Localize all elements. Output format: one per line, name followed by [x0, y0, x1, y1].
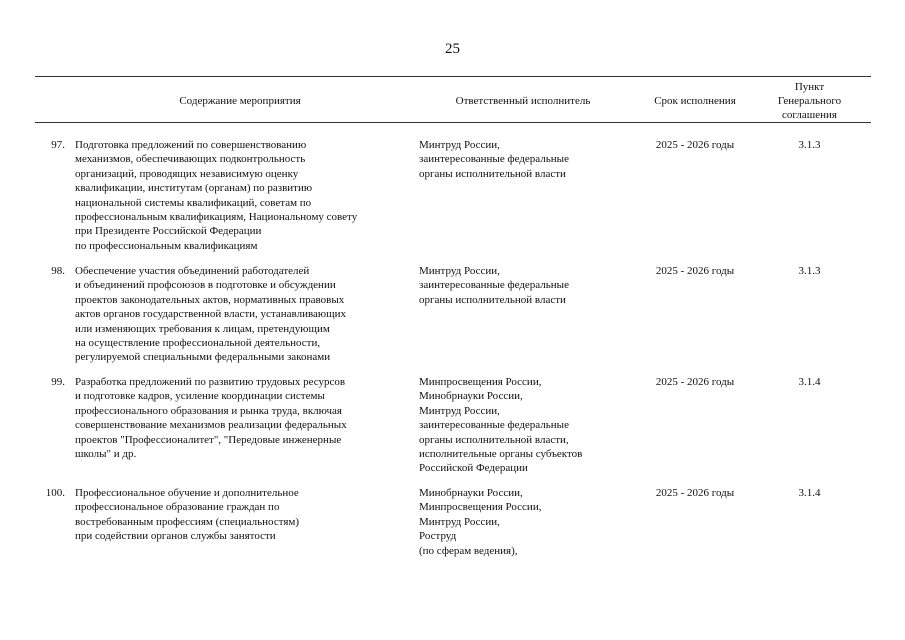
row-clause: 3.1.4 — [798, 376, 821, 388]
description-line: Профессиональное обучение и дополнительное — [75, 487, 299, 499]
description-line: школы" и др. — [75, 448, 137, 461]
description-line: Разработка предложений по развитию трудовых ресурсов — [75, 376, 346, 388]
row-number: 98. — [51, 265, 65, 277]
table-header-top-rule — [35, 76, 871, 77]
row-clause: 3.1.4 — [798, 487, 821, 499]
description-line: проектов "Профессионалитет", "Передовые инженерные — [75, 433, 342, 446]
row-number: 100. — [45, 487, 65, 499]
column-header-clause-line: соглашения — [782, 109, 837, 121]
description-line: регулируемой специальными федеральными законами — [75, 351, 331, 364]
description-line: механизмов, обеспечивающих подконтрольность — [75, 153, 306, 166]
row-deadline: 2025 - 2026 годы — [655, 139, 735, 151]
row-description — [75, 486, 415, 544]
row-number: 97. — [51, 139, 65, 151]
responsible-line: заинтересованные федеральные — [419, 419, 569, 432]
description-line: при содействии органов службы занятости — [75, 530, 276, 543]
responsible-line: исполнительные органы субъектов — [419, 448, 583, 461]
row-responsible — [419, 264, 639, 307]
description-line: актов органов государственной власти, устанавливающих — [75, 308, 346, 321]
responsible-line: (по сферам ведения), — [419, 544, 518, 557]
responsible-line: Минобрнауки России, — [419, 487, 523, 499]
responsible-line: органы исполнительной власти — [419, 167, 566, 180]
column-header-responsible: Ответственный исполнитель — [455, 95, 591, 107]
row-responsible — [419, 375, 639, 476]
table-header-bottom-rule — [35, 122, 871, 123]
description-line: при Президенте Российской Федерации — [75, 225, 262, 238]
responsible-line: Минпросвещения России, — [419, 376, 542, 388]
description-line: востребованным профессиям (специальностям) — [75, 515, 300, 528]
column-header-clause-line: Пункт — [794, 81, 825, 93]
responsible-line: заинтересованные федеральные — [419, 153, 569, 166]
description-line: Подготовка предложений по совершенствованию — [75, 139, 307, 151]
responsible-line: органы исполнительной власти — [419, 293, 566, 306]
row-description — [75, 264, 415, 365]
description-line: и подготовке кадров, усиление координации системы — [75, 390, 325, 403]
column-header-content: Содержание мероприятия — [179, 95, 301, 107]
row-deadline: 2025 - 2026 годы — [655, 487, 735, 499]
responsible-line: Роструд — [419, 530, 457, 543]
row-description — [75, 375, 415, 461]
description-line: квалификации, институтам (органам) по развитию — [75, 182, 313, 195]
responsible-line: заинтересованные федеральные — [419, 279, 569, 292]
row-responsible — [419, 486, 639, 558]
description-line: и объединений профсоюзов в подготовке и обсуждении — [75, 279, 336, 292]
responsible-line: Минпросвещения России, — [419, 501, 542, 514]
responsible-line: Минтруд России, — [419, 139, 500, 151]
description-line: по профессиональным квалификациям — [75, 239, 258, 252]
row-clause: 3.1.3 — [798, 265, 821, 277]
responsible-line: Минтруд России, — [419, 404, 500, 417]
description-line: организаций, проводящих независимую оценку — [75, 167, 299, 180]
responsible-line: Российской Федерации — [419, 462, 528, 475]
responsible-line: органы исполнительной власти, — [419, 433, 569, 446]
row-deadline: 2025 - 2026 годы — [655, 265, 735, 277]
description-line: профессиональное образование граждан по — [75, 501, 280, 514]
row-deadline: 2025 - 2026 годы — [655, 376, 735, 388]
description-line: проектов законодательных актов, нормативных правовых — [75, 293, 345, 306]
page-number: 25 — [445, 41, 460, 57]
row-number: 99. — [51, 376, 65, 388]
description-line: на осуществление профессиональной деятельности, — [75, 337, 321, 350]
responsible-line: Минтруд России, — [419, 265, 500, 277]
description-line: совершенствование механизмов реализации федеральных — [75, 419, 347, 432]
description-line: или изменяющих требования к лицам, претендующим — [75, 322, 330, 335]
description-line: профессиональным квалификациям, Национальному совету — [75, 211, 358, 224]
column-header-deadline: Срок исполнения — [654, 95, 736, 107]
responsible-line: Минобрнауки России, — [419, 390, 523, 403]
column-header-clause — [762, 80, 857, 122]
row-clause: 3.1.3 — [798, 139, 821, 151]
responsible-line: Минтруд России, — [419, 515, 500, 528]
row-responsible — [419, 138, 639, 181]
description-line: национальной системы квалификаций, советам по — [75, 196, 312, 209]
description-line: Обеспечение участия объединений работодателей — [75, 265, 310, 277]
column-header-clause-line: Генерального — [777, 95, 842, 107]
row-description — [75, 138, 415, 253]
description-line: профессионального образования и рынка труда, включая — [75, 404, 342, 417]
